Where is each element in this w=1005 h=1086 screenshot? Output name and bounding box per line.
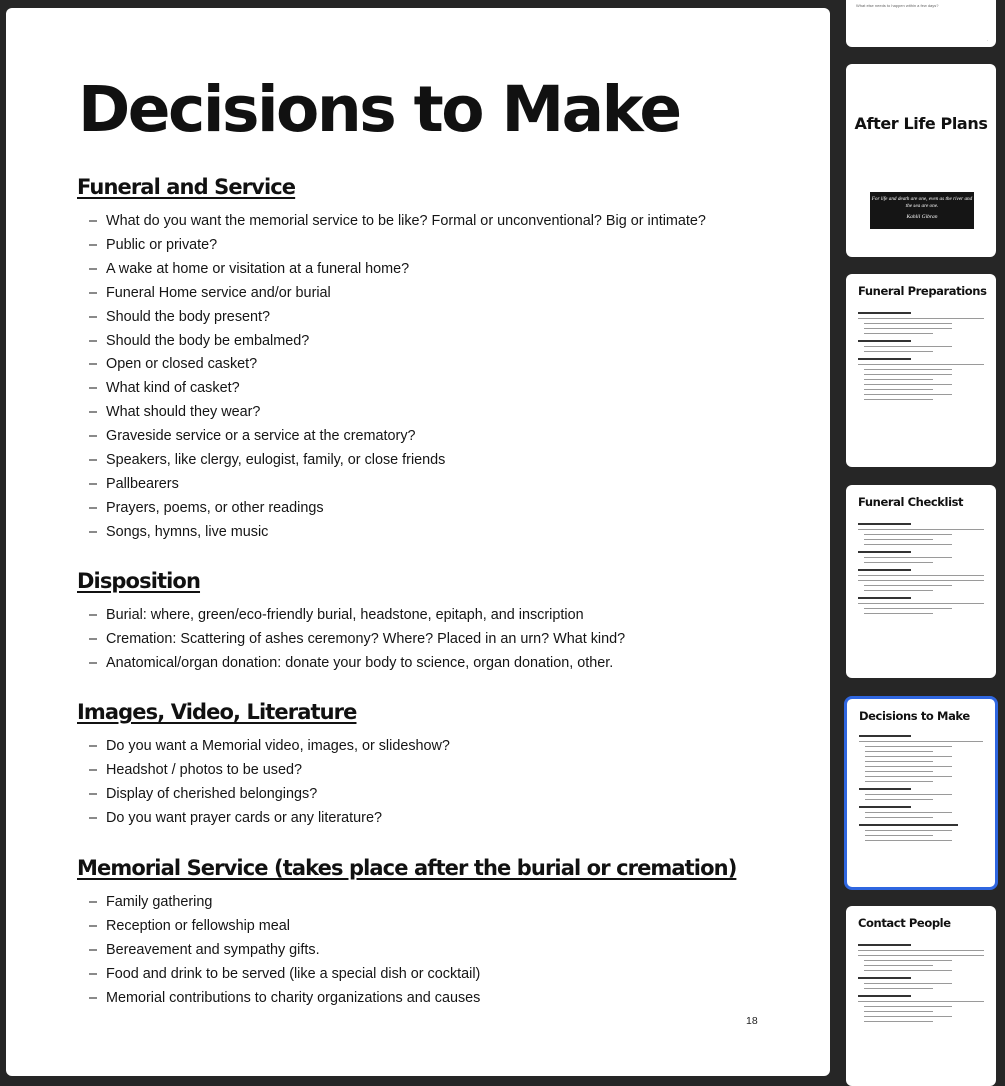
dash-bullet: – (89, 284, 98, 301)
thumbnail-title: Funeral Preparations (858, 284, 987, 298)
list-item-text: Food and drink to be served (like a special dish or cocktail) (106, 965, 481, 982)
page-number: 18 (746, 1015, 758, 1027)
list-item (77, 604, 625, 628)
list-item-text: Open or closed casket? (106, 356, 258, 373)
dash-bullet: – (89, 499, 98, 516)
list-item (77, 628, 625, 652)
list-item (77, 353, 706, 377)
dash-bullet: – (89, 356, 98, 373)
thumbnail-after-life-plans[interactable] (846, 64, 996, 257)
list-item-text: Should the body present? (106, 308, 271, 325)
item-list (77, 604, 625, 676)
list-item-text: Public or private? (106, 236, 218, 253)
dash-bullet: – (89, 607, 98, 623)
list-item-text: Bereavement and sympathy gifts. (106, 941, 320, 958)
thumbnail-contact-people[interactable] (846, 906, 996, 1086)
dash-bullet: – (89, 236, 98, 253)
item-list (77, 891, 736, 1011)
list-item (77, 963, 736, 987)
list-item-text: Pallbearers (106, 475, 179, 492)
dash-bullet: – (89, 785, 98, 802)
thumbnail-title: Funeral Checklist (858, 495, 964, 509)
dash-bullet: – (89, 428, 98, 445)
list-item-text: Reception or fellowship meal (106, 917, 290, 934)
list-item-text: Cremation: Scattering of ashes ceremony? Where? Placed in an urn? What kind? (106, 630, 626, 647)
thumbnail-decisions-to-make[interactable] (844, 696, 998, 890)
list-item (77, 652, 625, 676)
quote-text: For life and death are one, even as the river and the sea are one. (871, 196, 973, 209)
list-item-text: Prayers, poems, or other readings (106, 499, 324, 516)
section-disposition (77, 567, 625, 676)
dash-bullet: – (89, 380, 98, 397)
list-item-text: Family gathering (106, 894, 213, 910)
quote-author: Kahlil Gibran (906, 214, 938, 220)
list-item (77, 449, 706, 473)
list-item-text: Do you want prayer cards or any literature? (106, 809, 382, 826)
list-item-text: Display of cherished belongings? (106, 785, 318, 802)
thumbnail-text-lines (859, 729, 983, 845)
section-heading: Images, Video, Literature (77, 700, 357, 724)
list-item-text: Headshot / photos to be used? (106, 761, 303, 778)
dash-bullet: – (89, 523, 98, 540)
list-item (77, 759, 450, 783)
section-funeral-and-service (77, 173, 706, 545)
dash-bullet: – (89, 894, 98, 910)
item-list (77, 735, 450, 831)
dash-bullet: – (89, 213, 98, 229)
list-item (77, 234, 706, 258)
document-page (6, 8, 830, 1076)
list-item-text: Songs, hymns, live music (106, 523, 269, 540)
list-item-text: Anatomical/organ donation: donate your body to science, organ donation, other. (106, 654, 614, 671)
quote-box (870, 192, 974, 229)
list-item (77, 282, 706, 306)
dash-bullet: – (89, 809, 98, 826)
dash-bullet: – (89, 308, 98, 325)
list-item (77, 521, 706, 545)
thumbnail-page-marker: · (986, 38, 988, 43)
list-item (77, 807, 450, 831)
dash-bullet: – (89, 260, 98, 277)
dash-bullet: – (89, 452, 98, 469)
list-item (77, 891, 736, 915)
section-heading: Disposition (77, 569, 201, 593)
thumbnail-title: Decisions to Make (859, 709, 970, 723)
list-item (77, 915, 736, 939)
dash-bullet: – (89, 738, 98, 754)
dash-bullet: – (89, 965, 98, 982)
section-images-video-literature (77, 698, 450, 831)
section-heading: Funeral and Service (77, 175, 296, 199)
dash-bullet: – (89, 332, 98, 349)
dash-bullet: – (89, 917, 98, 934)
section-heading: Memorial Service (takes place after the burial or cremation) (77, 856, 737, 880)
list-item (77, 783, 450, 807)
dash-bullet: – (89, 475, 98, 492)
list-item-text: Do you want a Memorial video, images, or slideshow? (106, 738, 450, 754)
dash-bullet: – (89, 761, 98, 778)
thumbnail-funeral-checklist[interactable] (846, 485, 996, 678)
list-item-text: What kind of casket? (106, 380, 240, 397)
dash-bullet: – (89, 630, 98, 647)
dash-bullet: – (89, 941, 98, 958)
dash-bullet: – (89, 989, 98, 1006)
list-item (77, 425, 706, 449)
list-item-text: What should they wear? (106, 404, 261, 421)
list-item (77, 401, 706, 425)
list-item-text: Should the body be embalmed? (106, 332, 310, 349)
dash-bullet: – (89, 654, 98, 671)
list-item (77, 377, 706, 401)
list-item (77, 330, 706, 354)
list-item (77, 497, 706, 521)
list-item-text: Speakers, like clergy, eulogist, family, or close friends (106, 452, 446, 469)
thumbnail-page-16[interactable] (846, 0, 996, 47)
list-item-text: Funeral Home service and/or burial (106, 284, 331, 301)
list-item-text: Burial: where, green/eco-friendly burial, headstone, epitaph, and inscription (106, 607, 584, 623)
thumbnail-title: After Life Plans (854, 114, 988, 133)
list-item-text: Memorial contributions to charity organizations and causes (106, 989, 481, 1006)
list-item-text: Graveside service or a service at the crematory? (106, 428, 416, 445)
thumbnail-sidebar (838, 0, 1005, 1077)
list-item (77, 939, 736, 963)
thumbnail-text-lines (858, 517, 984, 618)
thumbnail-funeral-preparations[interactable] (846, 274, 996, 467)
list-item (77, 306, 706, 330)
item-list (77, 210, 706, 545)
dash-bullet: – (89, 404, 98, 421)
thumbnail-title: Contact People (858, 916, 951, 930)
section-memorial-service (77, 854, 736, 1011)
page-title: Decisions to Make (78, 73, 680, 146)
list-item (77, 258, 706, 282)
list-item-text: What do you want the memorial service to be like? Formal or unconventional? Big or intimate? (106, 213, 706, 229)
list-item (77, 210, 706, 234)
list-item-text: A wake at home or visitation at a funeral home? (106, 260, 410, 277)
thumbnail-text-lines (858, 938, 984, 1026)
list-item (77, 735, 450, 759)
list-item (77, 473, 706, 497)
thumbnail-text-lines (858, 306, 984, 404)
list-item (77, 987, 736, 1011)
thumbnail-snippet: What else needs to happen within a few days? (856, 3, 939, 8)
